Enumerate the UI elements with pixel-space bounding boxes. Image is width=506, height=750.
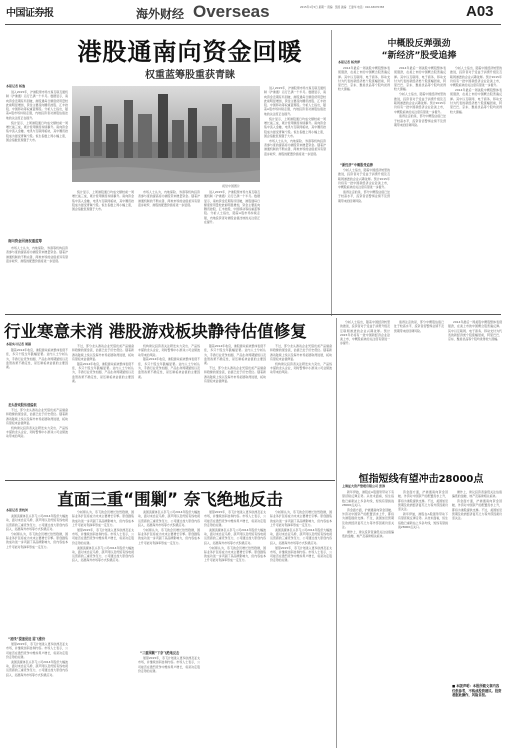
- story3-byline: 本报实习记者 周揚: [6, 342, 32, 346]
- story4-para-b: 资金面方面，沪港通南向资金回暖、外资对中国资产的配置需求上升，都将为港股提供支撑。不过，美国加息预期及欧洲经济复苏乏力等外部因素仍需关注。: [342, 507, 394, 529]
- story2-subhead: “新经济”股受追捧: [381, 51, 457, 61]
- story1-photo-caption: 视觉中国图片: [222, 184, 241, 188]
- story3-col3-para-a: 随着2014年收官，港股游戏板块整体表现不佳，多只个股全年跌幅显著。业内人士分析认为，手游行业竞争加剧、产品生命周期缩短以及监管政策不确定性，是压制板块估值的主要因素。: [138, 357, 200, 379]
- section-title-cn: 海外财经: [136, 7, 185, 21]
- story3-para-a: 随着2014年收官，港股游戏板块整体表现不佳，多只个股全年跌幅显著。业内人士分析认为，手游行业竞争加剧、产品生命周期缩短以及监管政策不确定性，是压制板块估值的主要因素。: [6, 348, 68, 370]
- story4-col-3: [452, 490, 502, 680]
- story5-col4-para-b: 分析师认为，奈飞的会员增长依然稳健，国际业务扩张将成为未来主要增长引擎。原创剧集的成功进一步巩固了其品牌影响力，但内容成本上升可能对利润率形成一定压力。: [204, 545, 266, 563]
- story5-para-a: 美国流媒体巨头奈飞公司2014年股价大幅波动，面对来自亚马逊、葫芦网以及传统有线电视运营商的三重竞争压力，公司通过加大原创内容投入、拓展海外市场等方式积极应对。: [6, 514, 68, 531]
- story5-col3-para-a: 美国流媒体巨头奈飞公司2014年股价大幅波动，面对来自亚马逊、葫芦网以及传统有线电视运营商的三重竞争压力，公司通过加大原创内容投入、拓展海外市场等方式积极应对。: [138, 510, 200, 527]
- story1-byline: 本报记者 杨逸: [6, 84, 26, 88]
- story5-col-3: [138, 510, 200, 646]
- story3-col5-para-b: 不过，部分龙头游戏企业凭借优质产品储备和稳健的现金流，估值已处于历史低位。随着新游戏陆续上线以及海外市场拓展取得进展，板块有望迎来估值修复。: [270, 344, 332, 361]
- story1-para-b: 统计显示，上周港股通日均成交额较前一周增长逾三成，累计使用额度持续攀升。南向资金集中流入金融、电讯与互联网板块，其中腾讯控股成为最受青睐个股。恒生指数上周小幅上涨，国企指数表现强于大市。: [6, 120, 68, 142]
- story1-col-4: [204, 190, 260, 305]
- disclaimer-text: ■ 本版声明：本报所载文章内容仅供参考，不构成投资建议。投资者据此操作，风险自担。: [452, 684, 502, 698]
- story1-headline: 港股通南向资金回暖: [77, 38, 303, 66]
- story2-section-head: “新经济”中概股受追捧: [340, 163, 373, 167]
- story2-col3-para-a: 2014年最后一周美股中概股整体表现强劲，在美上市的中国概念股普遍反弹。其中以互联网、电子商务、移动支付为代表的新经济类个股涨幅居前，阿里巴巴、京东、聚美优品等个股均录得较大涨幅。: [450, 88, 502, 114]
- story4-para-a: 新年伊始，港股在A股强势带动下有望延续反弹走势。从技术面看，恒生指数已重新站上多条均线，短线有望挑战28000点关口。: [342, 490, 394, 507]
- story1-col-1: [6, 90, 68, 234]
- story3-col2-para-a: 随着2014年收官，港股游戏板块整体表现不佳，多只个股全年跌幅显著。业内人士分析认为，手游行业竞争加剧、产品生命周期缩短以及监管政策不确定性，是压制板块估值的主要因素。: [72, 361, 134, 383]
- story5-col5-para-c: 展望2015年，奈飞计划进入更多欧洲及亚太市场，并继续加码自制内容。市场人士表示，公司能否在激烈竞争中维持用户增长，将是决定股价走势的关键。: [270, 545, 332, 563]
- story5-col4-para-a: 美国流媒体巨头奈飞公司2014年股价大幅波动，面对来自亚马逊、葫芦网以及传统有线电视运营商的三重竞争压力，公司通过加大原创内容投入、拓展海外市场等方式积极应对。: [204, 527, 266, 545]
- story5-headline: 直面三重“围剿” 奈飞绝地反击: [57, 490, 283, 509]
- story3-para-c: 机构建议投资者关注研发实力突出、产品线丰富的龙头企业，同时警惕中小游戏公司业绩波动带来的风险。: [6, 425, 68, 439]
- story5-col-4: [204, 510, 266, 746]
- story2-col-1: [338, 66, 390, 160]
- story3-col-1: [6, 348, 68, 400]
- story2-para-a: 2014年最后一周美股中概股整体表现强劲，在美上市的中国概念股普遍反弹。其中以互联网、电子商务、移动支付为代表的新经济类个股涨幅居前，阿里巴巴、京东、聚美优品等个股均录得较大涨幅。: [338, 66, 390, 92]
- story1-col-5: [264, 86, 326, 306]
- story5-col-2: [72, 510, 134, 746]
- story1-col5-para-b: 统计显示，上周港股通日均成交额较前一周增长逾三成，累计使用额度持续攀升。南向资金集中流入金融、电讯与互联网板块，其中腾讯控股成为最受青睐个股。恒生指数上周小幅上涨，国企指数表现强于大市。: [264, 116, 326, 138]
- story5-col4-para-c: 展望2015年，奈飞计划进入更多欧洲及亚太市场，并继续加码自制内容。市场人士表示，公司能否在激烈竞争中维持用户增长，将是决定股价走势的关键。: [204, 510, 266, 527]
- story2-col-3: [450, 66, 502, 308]
- story4-col3-para-c: 操作上，建议投资者逢低关注估值偏低的金融、地产及基建相关板块。: [452, 490, 502, 499]
- story2-col3-para-b: 分析人士指出，随着中国经济转型的推进，投资者对于受益于消费升级及互联网渗透的企业兴趣浓厚。预计2015年仍将有一批中国新经济企业赴美上市，中概股板块的关注度有望进一步提升。: [450, 66, 502, 88]
- story2-para-b: 分析人士指出，随着中国经济转型的推进，投资者对于受益于消费升级及互联网渗透的企业兴趣浓厚。预计2015年仍将有一批中国新经济企业赴美上市，中概股板块的关注度有望进一步提升。: [338, 168, 390, 190]
- section-title-en: [193, 2, 270, 22]
- story1-col5-para-a: 进入2015年，沪港股票市场交易互联互通机制（沪港通）运行已满一个半月。数据显示，南向资金近期有所回暖，港股通每日额度使用量较此前明显增加，资金主要流向腾讯控股、汇丰控股、中国移动等权重蓝筹股。分析人士指出，随着A股市场持续走强，内地投资者对港股估值洼地的关注度正在提升。: [264, 86, 326, 116]
- story3-section-head: 龙头游戏股估值偏低: [8, 403, 37, 407]
- story3-col-4: [204, 344, 266, 476]
- story1-section-head: 南向资金回流权重蓝筹: [8, 239, 42, 243]
- story5-col2-para-a: 美国流媒体巨头奈飞公司2014年股价大幅波动，面对来自亚马逊、葫芦网以及传统有线电视运营商的三重竞争压力，公司通过加大原创内容投入、拓展海外市场等方式积极应对。: [72, 545, 134, 563]
- story4-col3-para-b: 资金面方面，沪港通南向资金回暖、外资对中国资产的配置需求上升，都将为港股提供支撑。不过，美国加息预期及欧洲经济复苏乏力等外部因素仍需关注。: [452, 499, 502, 521]
- story1-col-3: [138, 190, 200, 305]
- story3-col-1b: [6, 408, 68, 476]
- story5-col3b-para-c: 展望2015年，奈飞计划进入更多欧洲及亚太市场，并继续加码自制内容。市场人士表示，公司能否在激烈竞争中维持用户增长，将是决定股价走势的关键。: [138, 656, 200, 673]
- story1-col5-para-c: 市场人士认为，内地保险、券商等机构投资者参与度的提高将为港股带来增量资金。随着沪港通机制的不断完善，两地市场的估值差异有望逐步收窄，港股的配置价值将进一步显现。: [264, 138, 326, 156]
- story2-col5-para: 值得注意的是，部分中概股估值已处于较高水平，投资者需警惕业绩不及预期带来的回调风险。: [394, 320, 444, 333]
- story2-col-1b: [338, 168, 390, 308]
- story3-para-b: 不过，部分龙头游戏企业凭借优质产品储备和稳健的现金流，估值已处于历史低位。随着新游戏陆续上线以及海外市场拓展取得进展，板块有望迎来估值修复。: [6, 408, 68, 425]
- story5-col5-para-a: 美国流媒体巨头奈飞公司2014年股价大幅波动，面对来自亚马逊、葫芦网以及传统有线电视运营商的三重竞争压力，公司通过加大原创内容投入、拓展海外市场等方式积极应对。: [270, 527, 332, 545]
- story3-headline: 行业寒意未消 港股游戏板块静待估值修复: [4, 322, 307, 341]
- story1-photo: [72, 86, 260, 182]
- city-skyline-image: [72, 86, 260, 182]
- story5-para-a2: 美国流媒体巨头奈飞公司2014年股价大幅波动，面对来自亚马逊、葫芦网以及传统有线电视运营商的三重竞争压力，公司通过加大原创内容投入、拓展海外市场等方式积极应对。: [6, 659, 68, 677]
- story5-col2-para-c: 展望2015年，奈飞计划进入更多欧洲及亚太市场，并继续加码自制内容。市场人士表示，公司能否在激烈竞争中维持用户增长，将是决定股价走势的关键。: [72, 527, 134, 545]
- story4-col2-para-b: 资金面方面，沪港通南向资金回暖、外资对中国资产的配置需求上升，都将为港股提供支撑。不过，美国加息预期及欧洲经济复苏乏力等外部因素仍需关注。: [398, 490, 448, 512]
- story4-col-1: [342, 490, 394, 710]
- story1-col-2: [72, 190, 134, 305]
- story2-headline: 中概股反弹强劲: [387, 39, 451, 49]
- section-title-en-text: Overseas: [193, 2, 270, 21]
- column-divider-2: [336, 318, 337, 748]
- story3-col-3: [138, 344, 200, 476]
- story1-col2-para: 统计显示，上周港股通日均成交额较前一周增长逾三成，累计使用额度持续攀升。南向资金集中流入金融、电讯与互联网板块，其中腾讯控股成为最受青睐个股。恒生指数上周小幅上涨，国企指数表现强于大市。: [72, 190, 134, 212]
- section-rule-1: [5, 314, 501, 315]
- story2-col2-para-c: 值得注意的是，部分中概股估值已处于较高水平，投资者需警惕业绩不及预期带来的回调风险。: [394, 114, 446, 128]
- story1-col-1b: [6, 246, 68, 308]
- story3-col-2: [72, 344, 134, 476]
- story2-col-2: [394, 66, 446, 308]
- story4-byline: 上海证大资产管理有限公司 张涛: [342, 484, 386, 488]
- story1-subhead: 权重蓝筹股重获青睐: [145, 70, 235, 81]
- story5-col5-para-b: 分析师认为，奈飞的会员增长依然稳健，国际业务扩张将成为未来主要增长引擎。原创剧集的成功进一步巩固了其品牌影响力，但内容成本上升可能对利润率形成一定压力。: [270, 510, 332, 527]
- story3-col3-para-c: 机构建议投资者关注研发实力突出、产品线丰富的龙头企业，同时警惕中小游戏公司业绩波动带来的风险。: [138, 344, 200, 357]
- story2-col-6: [448, 320, 502, 462]
- disclaimer-note: [452, 684, 502, 734]
- story1-para-c: 市场人士认为，内地保险、券商等机构投资者参与度的提高将为港股带来增量资金。随着沪港通机制的不断完善，两地市场的估值差异有望逐步收窄，港股的配置价值将进一步显现。: [6, 246, 68, 263]
- story4-col-2: [398, 490, 448, 710]
- story2-col4-para: 分析人士指出，随着中国经济转型的推进，投资者对于受益于消费升级及互联网渗透的企业兴趣浓厚。预计2015年仍将有一批中国新经济企业赴美上市，中概股板块的关注度有望进一步提升。: [340, 320, 390, 346]
- story5-col-1: [6, 514, 68, 632]
- masthead-rule: [5, 24, 501, 25]
- story5-section-head-a: “凌线”提速促进 需飞涨价: [8, 637, 46, 641]
- story3-col2-para-b: 不过，部分龙头游戏企业凭借优质产品储备和稳健的现金流，估值已处于历史低位。随着新游戏陆续上线以及海外市场拓展取得进展，板块有望迎来估值修复。: [72, 344, 134, 361]
- story5-col-1b: [6, 642, 68, 746]
- story5-col-3b: [138, 656, 200, 746]
- story1-col3-para: 市场人士认为，内地保险、券商等机构投资者参与度的提高将为港股带来增量资金。随着沪港通机制的不断完善，两地市场的估值差异有望逐步收窄，港股的配置价值将进一步显现。: [138, 190, 200, 207]
- story5-col3-para-b: 分析师认为，奈飞的会员增长依然稳健，国际业务扩张将成为未来主要增长引擎。原创剧集的成功进一步巩固了其品牌影响力，但内容成本上升可能对利润率形成一定压力。: [138, 527, 200, 545]
- story4-col2-para-a: 新年伊始，港股在A股强势带动下有望延续反弹走势。从技术面看，恒生指数已重新站上多条均线，短线有望挑战28000点关口。: [398, 512, 448, 529]
- paper-logo: 中国证券报: [6, 8, 54, 19]
- story2-col2-para-a: 2014年最后一周美股中概股整体表现强劲，在美上市的中国概念股普遍反弹。其中以互联网、电子商务、移动支付为代表的新经济类个股涨幅居前，阿里巴巴、京东、聚美优品等个股均录得较大涨幅。: [394, 66, 446, 92]
- story2-col6-para: 2014年最后一周美股中概股整体表现强劲，在美上市的中国概念股普遍反弹。其中以互联网、电子商务、移动支付为代表的新经济类个股涨幅居前，阿里巴巴、京东、聚美优品等个股均录得较大涨幅。: [448, 320, 502, 342]
- story1-col4-para: 进入2015年，沪港股票市场交易互联互通机制（沪港通）运行已满一个半月。数据显示，南向资金近期有所回暖，港股通每日额度使用量较此前明显增加，资金主要流向腾讯控股、汇丰控股、中国移动等权重蓝筹股。分析人士指出，随着A股市场持续走强，内地投资者对港股估值洼地的关注度正在提升。: [204, 190, 260, 225]
- masthead: [0, 0, 506, 24]
- masthead-meta: 2015年1月5日 星期一 责编：吴国 美编：王建华 电话：010-63070383: [300, 6, 385, 9]
- story4-para-c: 操作上，建议投资者逢低关注估值偏低的金融、地产及基建相关板块。: [342, 529, 394, 539]
- story5-col2-para-b: 分析师认为，奈飞的会员增长依然稳健，国际业务扩张将成为未来主要增长引擎。原创剧集的成功进一步巩固了其品牌影响力，但内容成本上升可能对利润率形成一定压力。: [72, 510, 134, 527]
- story2-para-c: 值得注意的是，部分中概股估值已处于较高水平，投资者需警惕业绩不及预期带来的回调风险。: [338, 190, 390, 203]
- section-rule-2: [5, 480, 335, 481]
- page-number: A03: [466, 3, 494, 20]
- story1-para-a: 进入2015年，沪港股票市场交易互联互通机制（沪港通）运行已满一个半月。数据显示，南向资金近期有所回暖，港股通每日额度使用量较此前明显增加，资金主要流向腾讯控股、汇丰控股、中国移动等权重蓝筹股。分析人士指出，随着A股市场持续走强，内地投资者对港股估值洼地的关注度正在提升。: [6, 90, 68, 120]
- story2-col2-para-b: 分析人士指出，随着中国经济转型的推进，投资者对于受益于消费升级及互联网渗透的企业兴趣浓厚。预计2015年仍将有一批中国新经济企业赴美上市，中概股板块的关注度有望进一步提升。: [394, 92, 446, 114]
- story4-headline: 恒指短线有望冲击28000点: [358, 474, 484, 485]
- story2-col-5: [394, 320, 444, 462]
- story3-col5-para-c: 机构建议投资者关注研发实力突出、产品线丰富的龙头企业，同时警惕中小游戏公司业绩波动带来的风险。: [270, 361, 332, 375]
- story5-byline: 本报记者 张枕河: [6, 508, 29, 512]
- story5-para-c: 展望2015年，奈飞计划进入更多欧洲及亚太市场，并继续加码自制内容。市场人士表示，公司能否在激烈竞争中维持用户增长，将是决定股价走势的关键。: [6, 642, 68, 659]
- column-divider: [331, 30, 332, 316]
- story5-section-head-b: “三重围剿”下奈飞绝地反击: [140, 651, 180, 655]
- story5-para-b: 分析师认为，奈飞的会员增长依然稳健，国际业务扩张将成为未来主要增长引擎。原创剧集的成功进一步巩固了其品牌影响力，但内容成本上升可能对利润率形成一定压力。: [6, 531, 68, 549]
- story2-byline: 本报记者 杨秀萍: [338, 60, 361, 64]
- story3-col4-para-b: 不过，部分龙头游戏企业凭借优质产品储备和稳健的现金流，估值已处于历史低位。随着新游戏陆续上线以及海外市场拓展取得进展，板块有望迎来估值修复。: [204, 366, 266, 383]
- story5-col-5: [270, 510, 332, 746]
- story3-col-5: [270, 344, 332, 476]
- story2-col-4: [340, 320, 390, 462]
- story3-col4-para-a: 随着2014年收官，港股游戏板块整体表现不佳，多只个股全年跌幅显著。业内人士分析认为，手游行业竞争加剧、产品生命周期缩短以及监管政策不确定性，是压制板块估值的主要因素。: [204, 344, 266, 366]
